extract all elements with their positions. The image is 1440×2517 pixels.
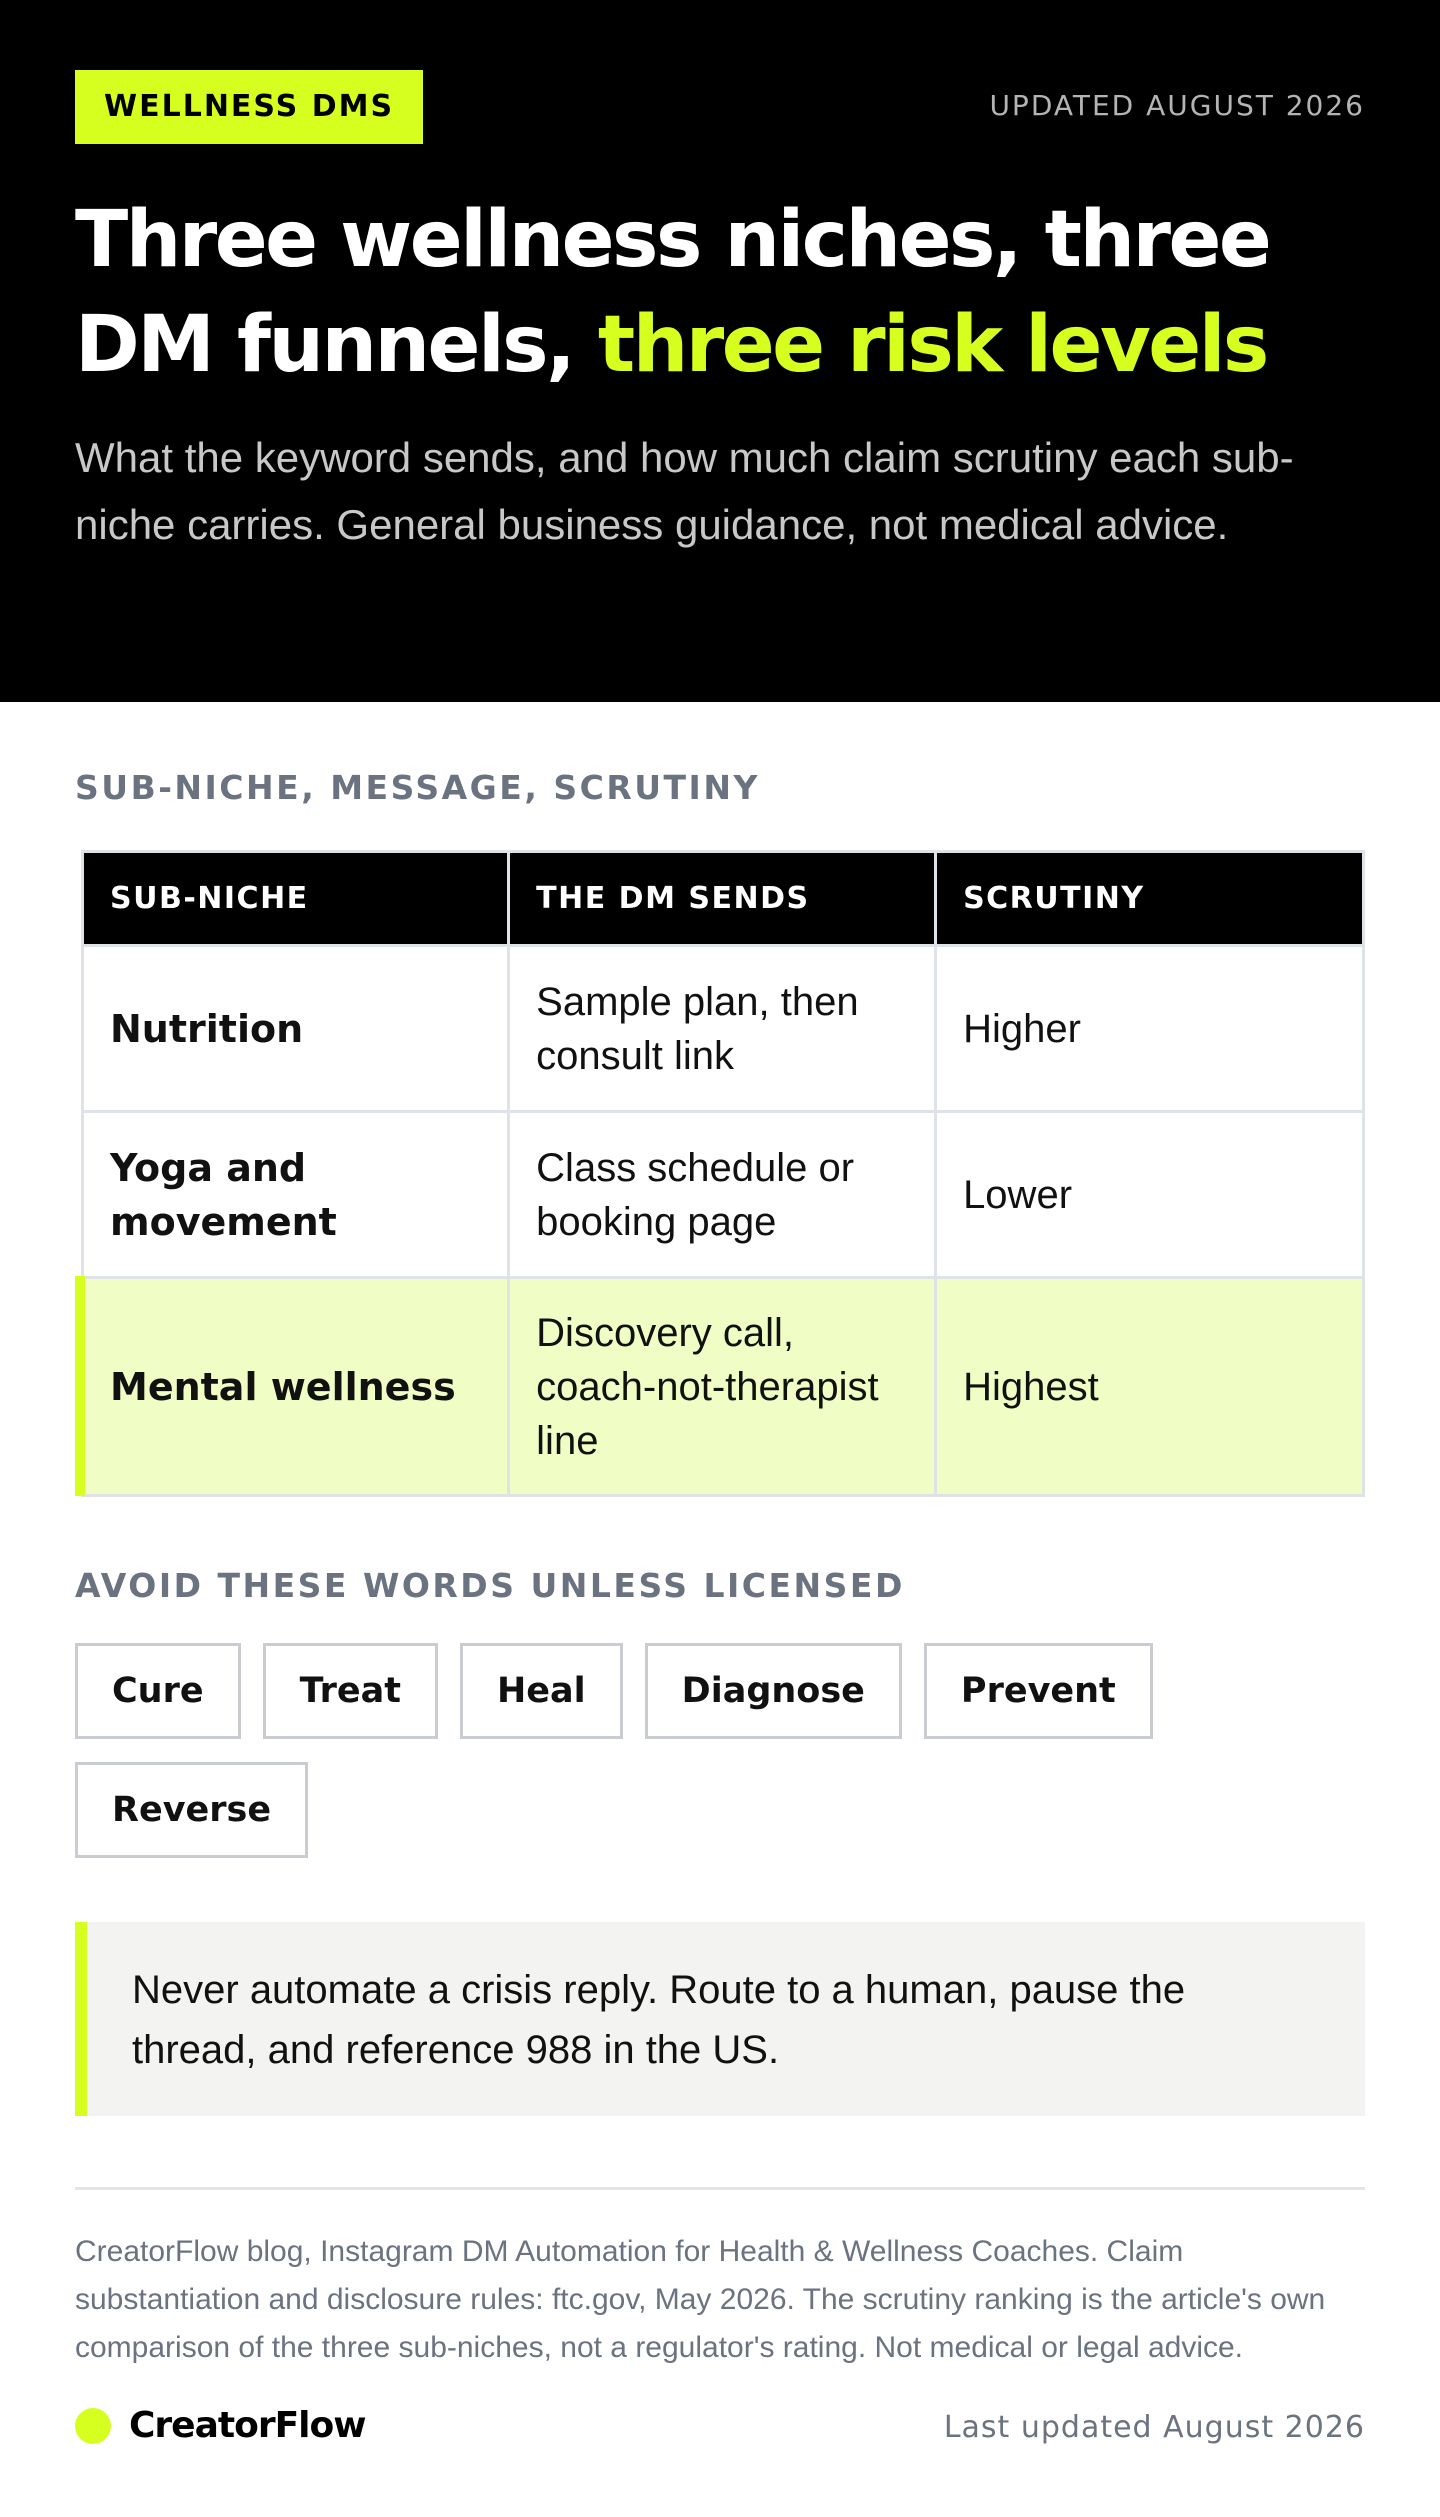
cell-dm-sends: Discovery call, coach-not-therapist line [509,1278,936,1496]
callout-text: Never automate a crisis reply. Route to a human, pause the thread, and reference 988 in the US. [132,1968,1186,2072]
cell-niche: Nutrition [83,946,509,1112]
title-main: Three wellness niches, three DM funnels, [75,195,1270,390]
last-updated-date: Last updated August 2026 [943,2410,1365,2445]
word-chip: Treat [263,1643,438,1739]
avoid-section-label: AVOID THESE WORDS UNLESS LICENSED [75,1566,905,1605]
word-chip: Reverse [75,1762,308,1858]
sub-niche-table [81,850,1365,1497]
cell-dm-sends: Sample plan, then consult link [509,946,936,1112]
table-row-highlighted [83,1278,1364,1496]
word-chip: Diagnose [645,1643,902,1739]
column-header-scrutiny: SCRUTINY [936,852,1364,946]
column-header-dm-sends: THE DM SENDS [509,852,936,946]
avoid-words-list [75,1643,1375,1858]
page-title [75,188,1375,398]
table-section-label: SUB-NICHE, MESSAGE, SCRUTINY [75,768,760,807]
crisis-callout [75,1922,1365,2116]
cell-dm-sends: Class schedule or booking page [509,1112,936,1278]
updated-date: UPDATED AUGUST 2026 [989,89,1365,122]
word-chip: Prevent [924,1643,1153,1739]
highlight-row-marker [75,1276,85,1496]
word-chip: Cure [75,1643,241,1739]
word-chip: Heal [460,1643,623,1739]
cell-niche: Yoga and movement [83,1112,509,1278]
footer-divider [75,2187,1365,2190]
table-row [83,1112,1364,1278]
source-note: CreatorFlow blog, Instagram DM Automation for Health & Wellness Coaches. Claim substantiation and disclosure rules: ftc.gov, May 2026. The scrutiny ranking is the article's own comparison of the three sub-niches, not a regulator's rating. Not medical or legal advice. [75,2235,1326,2364]
table-header-row [83,852,1364,946]
table-row [83,946,1364,1112]
brand-name: CreatorFlow [129,2405,366,2446]
title-accent: three risk levels [597,300,1267,390]
brand-dot-icon [75,2408,111,2444]
cell-scrutiny: Lower [936,1112,1364,1278]
column-header-sub-niche: SUB-NICHE [83,852,509,946]
category-tag: WELLNESS DMS [75,70,423,144]
cell-scrutiny: Highest [936,1278,1364,1496]
page-subtitle: What the keyword sends, and how much claim scrutiny each sub-niche carries. General business guidance, not medical advice. [75,434,1294,548]
cell-scrutiny: Higher [936,946,1364,1112]
header [0,0,1440,702]
brand-logo [75,2404,366,2448]
cell-niche: Mental wellness [83,1278,509,1496]
